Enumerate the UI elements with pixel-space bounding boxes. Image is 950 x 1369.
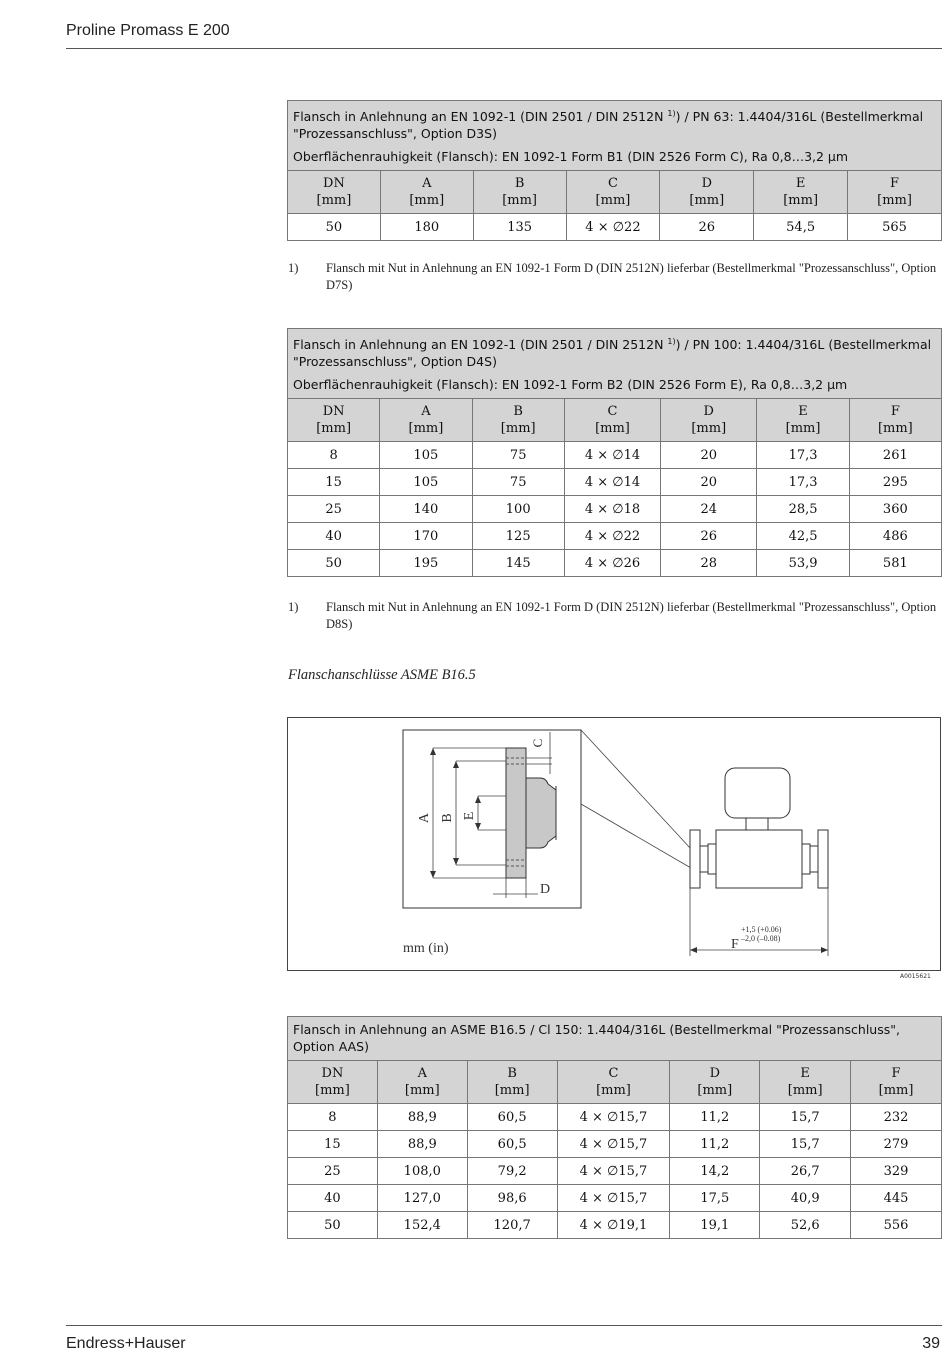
label-d: D [540, 882, 551, 897]
table-cell: 25 [288, 1158, 378, 1185]
table-cell: 108,0 [377, 1158, 467, 1185]
table-cell: 140 [380, 496, 472, 523]
tolerance-plus: +1,5 (+0.06) [741, 925, 782, 934]
table-cell: 15,7 [760, 1131, 851, 1158]
table-cell: 88,9 [377, 1131, 467, 1158]
table-cell: 360 [849, 496, 941, 523]
table-cell: 4 × ∅15,7 [557, 1104, 670, 1131]
table-cell: 98,6 [467, 1185, 557, 1212]
table-cell: 52,6 [760, 1212, 851, 1239]
table-title: Flansch in Anlehnung an ASME B16.5 / Cl 150: 1.4404/316L (Bestellmerkmal "Prozessanschluss", Option AAS) [288, 1017, 942, 1061]
figure-code: A0015621 [900, 973, 931, 980]
table-row [288, 550, 942, 577]
table-cell: 556 [851, 1212, 942, 1239]
column-unit: [mm] [494, 1083, 530, 1098]
table-cell: 40 [288, 1185, 378, 1212]
table-cell: 42,5 [757, 523, 849, 550]
table-cell: 26,7 [760, 1158, 851, 1185]
column-letter: DN [323, 176, 345, 192]
surface-roughness-note: Oberflächenrauhigkeit (Flansch): EN 1092-1 Form B1 (DIN 2526 Form C), Ra 0,8…3,2 µm [288, 145, 942, 171]
table-cell: 50 [288, 1212, 378, 1239]
column-letter: C [608, 1066, 619, 1081]
table-cell: 4 × ∅15,7 [557, 1158, 670, 1185]
table-cell: 195 [380, 550, 472, 577]
column-unit: [mm] [878, 1083, 914, 1098]
table-cell: 17,3 [757, 469, 849, 496]
column-unit: [mm] [787, 1083, 823, 1098]
table-row [288, 469, 942, 496]
column-letter: A [421, 404, 431, 420]
column-letter: B [507, 1066, 517, 1081]
asme-flange-dimension-drawing [287, 717, 941, 971]
column-header [288, 399, 380, 442]
label-c: C [530, 738, 545, 748]
table-cell: 152,4 [377, 1212, 467, 1239]
column-letter: B [514, 176, 525, 192]
column-unit: [mm] [785, 421, 821, 437]
table-cell: 20 [661, 442, 757, 469]
table-cell: 4 × ∅15,7 [557, 1185, 670, 1212]
column-header [849, 399, 941, 442]
sensor-body [716, 830, 802, 888]
column-header [670, 1061, 760, 1104]
table-cell: 11,2 [670, 1131, 760, 1158]
table-cell: 26 [660, 214, 754, 241]
table-cell: 60,5 [467, 1131, 557, 1158]
column-letter: DN [321, 1066, 344, 1081]
column-unit: [mm] [596, 1083, 631, 1098]
column-unit: [mm] [316, 193, 352, 209]
column-header [760, 1061, 851, 1104]
table-cell: 445 [851, 1185, 942, 1212]
column-letter: F [890, 404, 900, 420]
table-cell: 11,2 [670, 1104, 760, 1131]
table-cell: 17,3 [757, 442, 849, 469]
flange-table-pn63 [287, 100, 942, 241]
flange-table-asme-cl150 [287, 1016, 942, 1239]
table-row [288, 523, 942, 550]
column-header-row [288, 1061, 942, 1104]
column-header [377, 1061, 467, 1104]
column-letter: E [800, 1066, 810, 1081]
table-cell: 295 [849, 469, 941, 496]
table-cell: 125 [472, 523, 564, 550]
column-header [566, 171, 660, 214]
footnote [288, 260, 938, 294]
column-letter: D [703, 404, 714, 420]
table-cell: 4 × ∅22 [566, 214, 660, 241]
column-header [472, 399, 564, 442]
column-letter: D [709, 1066, 721, 1081]
table-cell: 4 × ∅18 [564, 496, 660, 523]
column-letter: B [513, 404, 523, 420]
label-f: F [731, 937, 739, 952]
table-cell: 20 [661, 469, 757, 496]
table-cell: 4 × ∅15,7 [557, 1131, 670, 1158]
table-body [288, 442, 942, 577]
table-row [288, 1158, 942, 1185]
table-cell: 53,9 [757, 550, 849, 577]
table-cell: 581 [849, 550, 941, 577]
table-row [288, 1185, 942, 1212]
table-cell: 25 [288, 496, 380, 523]
column-unit: [mm] [502, 193, 538, 209]
column-unit: [mm] [500, 421, 536, 437]
flange-hub [526, 778, 556, 848]
column-letter: C [607, 176, 618, 192]
table-cell: 88,9 [377, 1104, 467, 1131]
table-cell: 50 [288, 550, 380, 577]
table-row [288, 214, 942, 241]
table-cell: 40 [288, 523, 380, 550]
table-cell: 60,5 [467, 1104, 557, 1131]
flange-body [506, 748, 526, 878]
table-cell: 261 [849, 442, 941, 469]
table-cell: 14,2 [670, 1158, 760, 1185]
section-subheading: Flanschanschlüsse ASME B16.5 [288, 667, 476, 683]
table-cell: 105 [380, 469, 472, 496]
column-header [660, 171, 754, 214]
table-cell: 145 [472, 550, 564, 577]
column-letter: DN [322, 404, 345, 420]
table-title: Flansch in Anlehnung an EN 1092-1 (DIN 2501 / DIN 2512N $^{1)}$) / PN 63: 1.4404/316L (Bestellmerkmal "Prozessanschluss", Option D3S) [288, 101, 942, 146]
table-cell: 565 [848, 214, 942, 241]
table-cell: 50 [288, 214, 381, 241]
footnote [288, 599, 938, 633]
table-cell: 279 [851, 1131, 942, 1158]
column-unit: [mm] [404, 1083, 440, 1098]
column-header-row [288, 399, 942, 442]
column-header [848, 171, 942, 214]
table-cell: 127,0 [377, 1185, 467, 1212]
surface-roughness-note: Oberflächenrauhigkeit (Flansch): EN 1092-1 Form B2 (DIN 2526 Form E), Ra 0,8…3,2 µm [288, 373, 942, 399]
footnote-number: 1) [288, 261, 299, 275]
right-flange [818, 830, 828, 888]
table-cell: 40,9 [760, 1185, 851, 1212]
column-unit: [mm] [315, 1083, 350, 1098]
table-cell: 180 [380, 214, 473, 241]
column-unit: [mm] [691, 421, 727, 437]
page-header-title: Proline Promass E 200 [66, 22, 230, 39]
column-header [851, 1061, 942, 1104]
column-header [557, 1061, 670, 1104]
column-unit: [mm] [408, 421, 444, 437]
column-unit: [mm] [409, 193, 445, 209]
table-cell: 170 [380, 523, 472, 550]
column-unit: [mm] [595, 421, 630, 437]
table-cell: 79,2 [467, 1158, 557, 1185]
table-cell: 19,1 [670, 1212, 760, 1239]
column-unit: [mm] [595, 193, 631, 209]
column-unit: [mm] [689, 193, 725, 209]
column-header [288, 171, 381, 214]
table-title: Flansch in Anlehnung an EN 1092-1 (DIN 2501 / DIN 2512N $^{1)}$) / PN 100: 1.4404/316L (Bestellmerkmal "Prozessanschluss", Option D4S) [288, 329, 942, 374]
table-cell: 329 [851, 1158, 942, 1185]
table-cell: 8 [288, 442, 380, 469]
column-unit: [mm] [877, 193, 912, 209]
header-divider [66, 48, 942, 49]
footnote-text: Flansch mit Nut in Anlehnung an EN 1092-1 Form D (DIN 2512N) lieferbar (Bestellmerkmal "Prozessanschluss", Option D7S) [326, 261, 937, 292]
table-cell: 75 [472, 469, 564, 496]
table-cell: 8 [288, 1104, 378, 1131]
label-e: E [462, 811, 477, 821]
column-header [467, 1061, 557, 1104]
table-cell: 15,7 [760, 1104, 851, 1131]
column-letter: A [417, 1066, 427, 1081]
table-cell: 486 [849, 523, 941, 550]
column-unit: [mm] [877, 421, 913, 437]
table-cell: 4 × ∅19,1 [557, 1212, 670, 1239]
table-cell: 100 [472, 496, 564, 523]
column-header [380, 399, 472, 442]
table-cell: 4 × ∅22 [564, 523, 660, 550]
column-header [757, 399, 849, 442]
table-cell: 17,5 [670, 1185, 760, 1212]
left-flange [690, 830, 700, 888]
footnote-number: 1) [288, 600, 299, 614]
table-body [288, 1104, 942, 1239]
table-cell: 4 × ∅14 [564, 469, 660, 496]
column-header [288, 1061, 378, 1104]
footnote-text: Flansch mit Nut in Anlehnung an EN 1092-1 Form D (DIN 2512N) lieferbar (Bestellmerkmal "Prozessanschluss", Option D8S) [326, 600, 937, 631]
column-letter: F [891, 1066, 901, 1081]
column-letter: A [422, 176, 432, 192]
column-letter: F [890, 176, 900, 192]
label-a: A [417, 812, 432, 824]
tolerance-minus: –2,0 (–0.08) [741, 934, 781, 943]
table-cell: 4 × ∅14 [564, 442, 660, 469]
column-header [564, 399, 660, 442]
table-cell: 26 [661, 523, 757, 550]
page-number: 39 [922, 1335, 940, 1352]
column-unit: [mm] [697, 1083, 733, 1098]
table-row [288, 496, 942, 523]
table-cell: 54,5 [754, 214, 848, 241]
table-cell: 75 [472, 442, 564, 469]
footer-company: Endress+Hauser [66, 1335, 186, 1352]
flange-table-pn100 [287, 328, 942, 577]
table-body [288, 214, 942, 241]
table-cell: 15 [288, 1131, 378, 1158]
column-header-row [288, 171, 942, 214]
table-cell: 135 [473, 214, 566, 241]
column-letter: C [607, 404, 618, 420]
column-unit: [mm] [783, 193, 819, 209]
table-cell: 24 [661, 496, 757, 523]
table-row [288, 1212, 942, 1239]
column-letter: D [701, 176, 713, 192]
footer-divider [66, 1325, 942, 1326]
column-header [380, 171, 473, 214]
table-row [288, 442, 942, 469]
column-header [473, 171, 566, 214]
table-cell: 120,7 [467, 1212, 557, 1239]
label-b: B [440, 813, 455, 823]
table-cell: 232 [851, 1104, 942, 1131]
units-label: mm (in) [403, 941, 449, 956]
table-cell: 4 × ∅26 [564, 550, 660, 577]
table-cell: 105 [380, 442, 472, 469]
column-unit: [mm] [316, 421, 352, 437]
column-header [661, 399, 757, 442]
table-cell: 28 [661, 550, 757, 577]
table-row [288, 1131, 942, 1158]
table-row [288, 1104, 942, 1131]
column-letter: E [795, 176, 806, 192]
table-cell: 28,5 [757, 496, 849, 523]
transmitter-housing [725, 768, 790, 818]
table-cell: 15 [288, 469, 380, 496]
column-header [754, 171, 848, 214]
column-letter: E [798, 404, 808, 420]
